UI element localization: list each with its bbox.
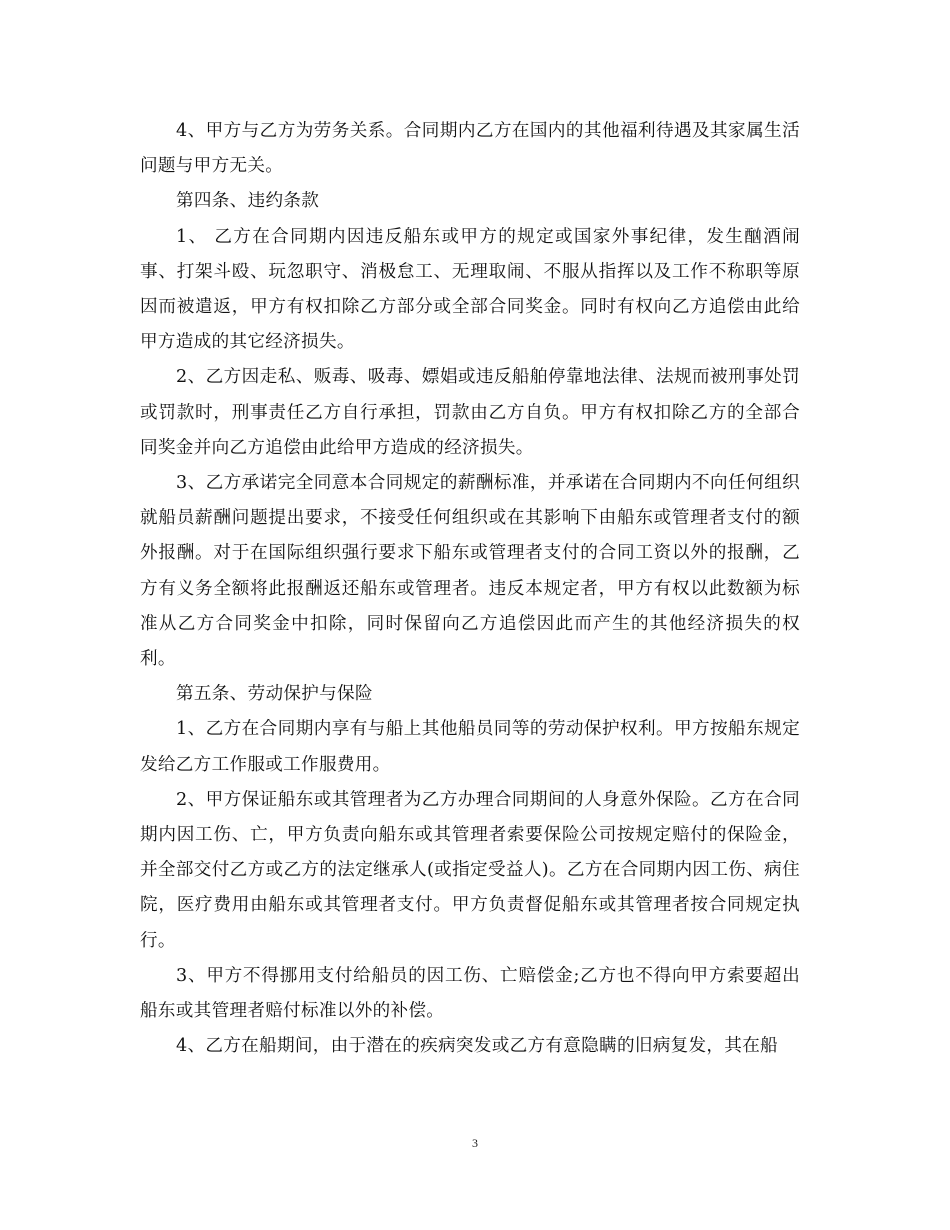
paragraph-clause-5-2: 2、甲方保证船东或其管理者为乙方办理合同期间的人身意外保险。乙方在合同期内因工伤、亡，甲方负责向船东或其管理者索要保险公司按规定赔付的保险金，并全部交付乙方或乙方的法定继承人(或指定受益人)。乙方在合同期内因工伤、病住院，医疗费用由船东或其管理者支付。甲方负责督促船东或其管理者按合同规定执行。	[140, 789, 800, 951]
paragraph-clause-3-4: 4、甲方与乙方为劳务关系。合同期内乙方在国内的其他福利待遇及其家属生活问题与甲方无关。	[140, 121, 800, 177]
paragraph-clause-5-1: 1、乙方在合同期内享有与船上其他船员同等的劳动保护权利。甲方按船东规定发给乙方工作服或工作服费用。	[140, 719, 800, 775]
section-heading-article-4: 第四条、违约条款	[176, 191, 320, 212]
paragraph-clause-5-3: 3、甲方不得挪用支付给船员的因工伤、亡赔偿金;乙方也不得向甲方索要超出船东或其管理者赔付标准以外的补偿。	[140, 965, 800, 1022]
section-heading-article-5: 第五条、劳动保护与保险	[176, 684, 373, 705]
page-number: 3	[472, 1136, 478, 1150]
paragraph-clause-4-2: 2、乙方因走私、贩毒、吸毒、嫖娼或违反船舶停靠地法律、法规而被刑事处罚或罚款时，刑事责任乙方自行承担，罚款由乙方自负。甲方有权扣除乙方的全部合同奖金并向乙方追偿由此给甲方造成的经济损失。	[140, 367, 800, 458]
paragraph-clause-4-3: 3、乙方承诺完全同意本合同规定的薪酬标准，并承诺在合同期内不向任何组织就船员薪酬问题提出要求，不接受任何组织或在其影响下由船东或管理者支付的额外报酬。对于在国际组织强行要求下船东或管理者支付的合同工资以外的报酬，乙方有义务全额将此报酬返还船东或管理者。违反本规定者，甲方有权以此数额为标准从乙方合同奖金中扣除，同时保留向乙方追偿因此而产生的其他经济损失的权利。	[140, 473, 800, 670]
document-body	[140, 114, 800, 1064]
paragraph-clause-5-4: 4、乙方在船期间，由于潜在的疾病突发或乙方有意隐瞒的旧病复发，其在船	[176, 1036, 778, 1057]
paragraph-clause-4-1: 1、 乙方在合同期内因违反船东或甲方的规定或国家外事纪律，发生酗酒闹事、打架斗殴、玩忽职守、消极怠工、无理取闹、不服从指挥以及工作不称职等原因而被遣返，甲方有权扣除乙方部分或全部合同奖金。同时有权向乙方追偿由此给甲方造成的其它经济损失。	[140, 226, 800, 353]
